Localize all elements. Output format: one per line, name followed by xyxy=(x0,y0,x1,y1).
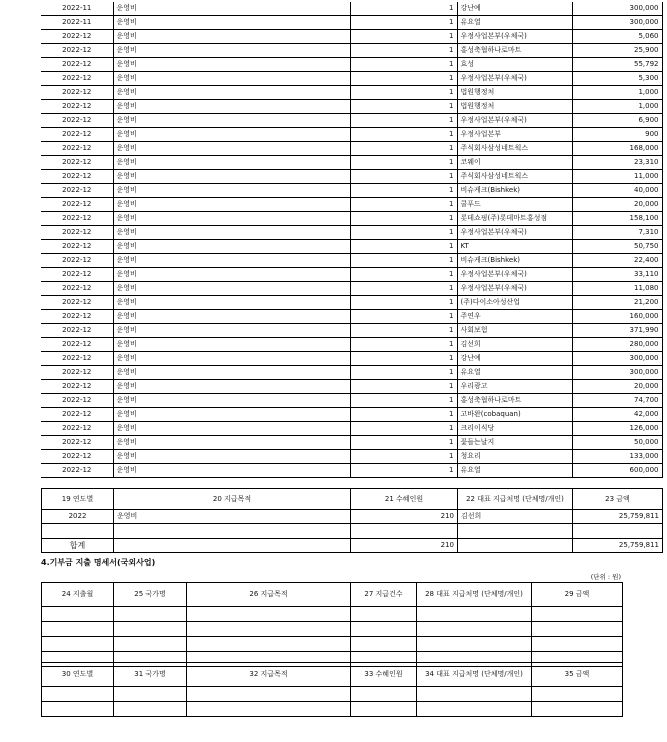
row-count: 1 xyxy=(350,184,457,198)
row-amount: 300,000 xyxy=(572,2,662,16)
row-payee: 쿨푸드 xyxy=(457,198,572,212)
row-month: 2022-12 xyxy=(41,184,113,198)
row-count: 1 xyxy=(350,366,457,380)
summary-year: 2022 xyxy=(42,510,114,524)
row-payee: 우정사업본부(우체국) xyxy=(457,226,572,240)
row-amount: 25,900 xyxy=(572,44,662,58)
sec4-empty-row xyxy=(42,702,623,717)
summary-count: 210 xyxy=(351,510,458,524)
row-count: 1 xyxy=(350,58,457,72)
row-purpose: 운영비 xyxy=(113,268,350,282)
table-row xyxy=(41,142,662,156)
table-row xyxy=(41,114,662,128)
row-purpose: 운영비 xyxy=(113,184,350,198)
summary-payee: 김선희 xyxy=(458,510,573,524)
row-count: 1 xyxy=(350,212,457,226)
row-purpose: 운영비 xyxy=(113,30,350,44)
total-row xyxy=(42,539,663,553)
row-month: 2022-12 xyxy=(41,422,113,436)
row-payee: 우리광고 xyxy=(457,380,572,394)
sec4-header-row-2 xyxy=(42,663,623,687)
row-month: 2022-11 xyxy=(41,16,113,30)
row-count: 1 xyxy=(350,128,457,142)
row-month: 2022-12 xyxy=(41,72,113,86)
row-payee: (주)다이소아성산업 xyxy=(457,296,572,310)
table-row xyxy=(41,436,662,450)
row-payee: 우정사업본부(우체국) xyxy=(457,114,572,128)
row-month: 2022-12 xyxy=(41,226,113,240)
row-count: 1 xyxy=(350,380,457,394)
table-row xyxy=(41,324,662,338)
row-month: 2022-12 xyxy=(41,128,113,142)
row-month: 2022-12 xyxy=(41,324,113,338)
row-purpose: 운영비 xyxy=(113,408,350,422)
row-payee: KT xyxy=(457,240,572,254)
sec4-empty-row xyxy=(42,622,623,637)
row-count: 1 xyxy=(350,394,457,408)
table-row xyxy=(41,100,662,114)
row-amount: 50,750 xyxy=(572,240,662,254)
summary-purpose: 운영비 xyxy=(114,510,351,524)
summary-blank-row xyxy=(42,524,663,539)
row-payee: 주연우 xyxy=(457,310,572,324)
row-payee: 유요열 xyxy=(457,16,572,30)
row-purpose: 운영비 xyxy=(113,338,350,352)
row-month: 2022-12 xyxy=(41,240,113,254)
row-month: 2022-12 xyxy=(41,86,113,100)
sec4-empty-row xyxy=(42,687,623,702)
table-row xyxy=(41,268,662,282)
row-purpose: 운영비 xyxy=(113,366,350,380)
table-row xyxy=(41,16,662,30)
row-payee: 홍성축협하나로마트 xyxy=(457,44,572,58)
row-count: 1 xyxy=(350,408,457,422)
summary-header-row xyxy=(42,489,663,510)
row-payee: 유요열 xyxy=(457,366,572,380)
row-payee: 고바완(cobaquan) xyxy=(457,408,572,422)
row-month: 2022-12 xyxy=(41,254,113,268)
row-purpose: 운영비 xyxy=(113,436,350,450)
table-row xyxy=(41,198,662,212)
row-payee: 유요열 xyxy=(457,464,572,478)
row-amount: 126,000 xyxy=(572,422,662,436)
row-month: 2022-12 xyxy=(41,408,113,422)
row-purpose: 운영비 xyxy=(113,212,350,226)
row-count: 1 xyxy=(350,254,457,268)
row-payee: 비슈케크(Bishkek) xyxy=(457,254,572,268)
row-payee: 주식회사삼성네트웍스 xyxy=(457,170,572,184)
table-row xyxy=(41,44,662,58)
table-row xyxy=(41,450,662,464)
row-payee: 우정사업본부(우체국) xyxy=(457,282,572,296)
row-purpose: 운영비 xyxy=(113,282,350,296)
table-row xyxy=(41,380,662,394)
row-count: 1 xyxy=(350,352,457,366)
row-amount: 1,000 xyxy=(572,86,662,100)
row-payee: 강난예 xyxy=(457,352,572,366)
table-row xyxy=(41,282,662,296)
row-count: 1 xyxy=(350,2,457,16)
row-month: 2022-12 xyxy=(41,44,113,58)
row-amount: 20,000 xyxy=(572,380,662,394)
row-purpose: 운영비 xyxy=(113,44,350,58)
row-count: 1 xyxy=(350,464,457,478)
table-row xyxy=(41,310,662,324)
row-count: 1 xyxy=(350,310,457,324)
table-row xyxy=(41,240,662,254)
row-purpose: 운영비 xyxy=(113,310,350,324)
row-payee: 김선희 xyxy=(457,338,572,352)
table-row xyxy=(41,464,662,478)
header-country: 25 국가명 xyxy=(114,583,187,607)
row-count: 1 xyxy=(350,240,457,254)
row-amount: 22,400 xyxy=(572,254,662,268)
table-row xyxy=(41,296,662,310)
row-count: 1 xyxy=(350,44,457,58)
row-purpose: 운영비 xyxy=(113,422,350,436)
row-amount: 160,000 xyxy=(572,310,662,324)
row-amount: 5,300 xyxy=(572,72,662,86)
row-payee: 우정사업본부 xyxy=(457,128,572,142)
row-purpose: 운영비 xyxy=(113,170,350,184)
table-row xyxy=(41,254,662,268)
table-row xyxy=(41,128,662,142)
row-purpose: 운영비 xyxy=(113,128,350,142)
table-row xyxy=(41,156,662,170)
row-month: 2022-12 xyxy=(41,450,113,464)
row-payee: 강난예 xyxy=(457,2,572,16)
header-purpose: 32 지급목적 xyxy=(187,663,351,687)
row-amount: 280,000 xyxy=(572,338,662,352)
row-purpose: 운영비 xyxy=(113,2,350,16)
sec4-empty-row xyxy=(42,607,623,622)
table-row xyxy=(41,366,662,380)
row-amount: 50,000 xyxy=(572,436,662,450)
row-month: 2022-12 xyxy=(41,170,113,184)
row-month: 2022-12 xyxy=(41,198,113,212)
row-month: 2022-12 xyxy=(41,464,113,478)
row-amount: 40,000 xyxy=(572,184,662,198)
row-amount: 300,000 xyxy=(572,16,662,30)
row-purpose: 운영비 xyxy=(113,254,350,268)
row-amount: 21,200 xyxy=(572,296,662,310)
row-month: 2022-12 xyxy=(41,212,113,226)
header-beneficiaries: 21 수혜인원 xyxy=(351,489,458,510)
row-amount: 33,110 xyxy=(572,268,662,282)
summary-row xyxy=(42,510,663,524)
table-row xyxy=(41,2,662,16)
header-payee: 28 대표 지급처명 (단체명/개인) xyxy=(417,583,532,607)
sec4-header-row-1 xyxy=(42,583,623,607)
total-amount: 25,759,811 xyxy=(573,539,663,553)
row-amount: 23,310 xyxy=(572,156,662,170)
row-count: 1 xyxy=(350,16,457,30)
table-row xyxy=(41,86,662,100)
row-month: 2022-12 xyxy=(41,338,113,352)
row-count: 1 xyxy=(350,114,457,128)
header-count: 27 지급건수 xyxy=(351,583,417,607)
row-purpose: 운영비 xyxy=(113,226,350,240)
row-amount: 42,000 xyxy=(572,408,662,422)
row-count: 1 xyxy=(350,324,457,338)
row-payee: 코웨이 xyxy=(457,156,572,170)
table-row xyxy=(41,394,662,408)
row-payee: 홍성축협하나로마트 xyxy=(457,394,572,408)
row-count: 1 xyxy=(350,296,457,310)
row-month: 2022-12 xyxy=(41,100,113,114)
header-payee: 22 대표 지급처명 (단체명/개인) xyxy=(458,489,573,510)
row-count: 1 xyxy=(350,226,457,240)
row-purpose: 운영비 xyxy=(113,156,350,170)
row-payee: 우정사업본부(우체국) xyxy=(457,72,572,86)
row-purpose: 운영비 xyxy=(113,198,350,212)
row-count: 1 xyxy=(350,422,457,436)
table-row xyxy=(41,72,662,86)
header-month: 24 지출월 xyxy=(42,583,114,607)
expenditure-detail-table xyxy=(41,2,663,478)
row-amount: 5,060 xyxy=(572,30,662,44)
summary-table xyxy=(41,488,663,553)
row-month: 2022-12 xyxy=(41,394,113,408)
row-purpose: 운영비 xyxy=(113,114,350,128)
row-count: 1 xyxy=(350,72,457,86)
row-purpose: 운영비 xyxy=(113,324,350,338)
row-purpose: 운영비 xyxy=(113,16,350,30)
row-amount: 168,000 xyxy=(572,142,662,156)
row-purpose: 운영비 xyxy=(113,352,350,366)
row-month: 2022-12 xyxy=(41,366,113,380)
row-payee: 우정사업본부(우체국) xyxy=(457,30,572,44)
row-amount: 158,100 xyxy=(572,212,662,226)
row-month: 2022-12 xyxy=(41,156,113,170)
row-amount: 600,000 xyxy=(572,464,662,478)
unit-label: (단위 : 원) xyxy=(590,573,621,581)
row-amount: 20,000 xyxy=(572,198,662,212)
table-row xyxy=(41,422,662,436)
row-count: 1 xyxy=(350,30,457,44)
row-count: 1 xyxy=(350,142,457,156)
row-purpose: 운영비 xyxy=(113,100,350,114)
row-purpose: 운영비 xyxy=(113,240,350,254)
table-row xyxy=(41,30,662,44)
header-year: 19 연도별 xyxy=(42,489,114,510)
row-count: 1 xyxy=(350,282,457,296)
row-month: 2022-12 xyxy=(41,58,113,72)
table-row xyxy=(41,184,662,198)
row-count: 1 xyxy=(350,100,457,114)
row-payee: 우정사업본부(우체국) xyxy=(457,268,572,282)
row-payee: 사회보험 xyxy=(457,324,572,338)
table-row xyxy=(41,226,662,240)
header-amount: 29 금액 xyxy=(532,583,623,607)
row-amount: 74,700 xyxy=(572,394,662,408)
row-amount: 1,000 xyxy=(572,100,662,114)
row-month: 2022-12 xyxy=(41,282,113,296)
row-amount: 11,000 xyxy=(572,170,662,184)
row-count: 1 xyxy=(350,156,457,170)
row-payee: 효성 xyxy=(457,58,572,72)
row-month: 2022-12 xyxy=(41,142,113,156)
section4-title: 4.기부금 지출 명세서(국외사업) xyxy=(41,558,156,567)
row-payee: 꽃들는날지 xyxy=(457,436,572,450)
row-purpose: 운영비 xyxy=(113,450,350,464)
row-payee: 법원행정처 xyxy=(457,86,572,100)
row-purpose: 운영비 xyxy=(113,464,350,478)
header-year: 30 연도별 xyxy=(42,663,114,687)
row-amount: 11,080 xyxy=(572,282,662,296)
row-payee: 크리이식당 xyxy=(457,422,572,436)
row-payee: 법원행정처 xyxy=(457,100,572,114)
row-purpose: 운영비 xyxy=(113,142,350,156)
row-month: 2022-12 xyxy=(41,268,113,282)
header-purpose: 20 지급목적 xyxy=(114,489,351,510)
table-row xyxy=(41,408,662,422)
header-payee: 34 대표 지급처명 (단체명/개인) xyxy=(417,663,532,687)
row-purpose: 운영비 xyxy=(113,394,350,408)
row-count: 1 xyxy=(350,170,457,184)
row-payee: 롯데쇼핑(주)롯데마트홍성점 xyxy=(457,212,572,226)
row-payee: 비슈케크(Bishkek) xyxy=(457,184,572,198)
row-month: 2022-12 xyxy=(41,380,113,394)
total-count: 210 xyxy=(351,539,458,553)
row-amount: 7,310 xyxy=(572,226,662,240)
header-beneficiaries: 33 수혜인원 xyxy=(351,663,417,687)
row-purpose: 운영비 xyxy=(113,58,350,72)
row-amount: 6,900 xyxy=(572,114,662,128)
row-purpose: 운영비 xyxy=(113,380,350,394)
summary-amount: 25,759,811 xyxy=(573,510,663,524)
row-count: 1 xyxy=(350,86,457,100)
header-amount: 35 금액 xyxy=(532,663,623,687)
sec4-empty-row xyxy=(42,637,623,652)
row-month: 2022-12 xyxy=(41,30,113,44)
table-row xyxy=(41,170,662,184)
row-amount: 300,000 xyxy=(572,352,662,366)
row-count: 1 xyxy=(350,436,457,450)
row-month: 2022-11 xyxy=(41,2,113,16)
row-count: 1 xyxy=(350,268,457,282)
table-row xyxy=(41,58,662,72)
table-row xyxy=(41,338,662,352)
row-month: 2022-12 xyxy=(41,296,113,310)
row-amount: 133,000 xyxy=(572,450,662,464)
row-amount: 55,792 xyxy=(572,58,662,72)
row-month: 2022-12 xyxy=(41,352,113,366)
row-payee: 주식회사삼성네트웍스 xyxy=(457,142,572,156)
row-month: 2022-12 xyxy=(41,310,113,324)
row-purpose: 운영비 xyxy=(113,296,350,310)
row-purpose: 운영비 xyxy=(113,72,350,86)
table-row xyxy=(41,212,662,226)
row-amount: 900 xyxy=(572,128,662,142)
row-purpose: 운영비 xyxy=(113,86,350,100)
header-purpose: 26 지급목적 xyxy=(187,583,351,607)
header-country: 31 국가명 xyxy=(114,663,187,687)
table-row xyxy=(41,352,662,366)
row-amount: 300,000 xyxy=(572,366,662,380)
row-amount: 371,990 xyxy=(572,324,662,338)
row-month: 2022-12 xyxy=(41,436,113,450)
row-count: 1 xyxy=(350,338,457,352)
row-count: 1 xyxy=(350,450,457,464)
row-month: 2022-12 xyxy=(41,114,113,128)
total-label: 합계 xyxy=(42,539,114,553)
overseas-summary-table xyxy=(41,662,623,717)
row-payee: 청요리 xyxy=(457,450,572,464)
header-amount: 23 금액 xyxy=(573,489,663,510)
row-count: 1 xyxy=(350,198,457,212)
